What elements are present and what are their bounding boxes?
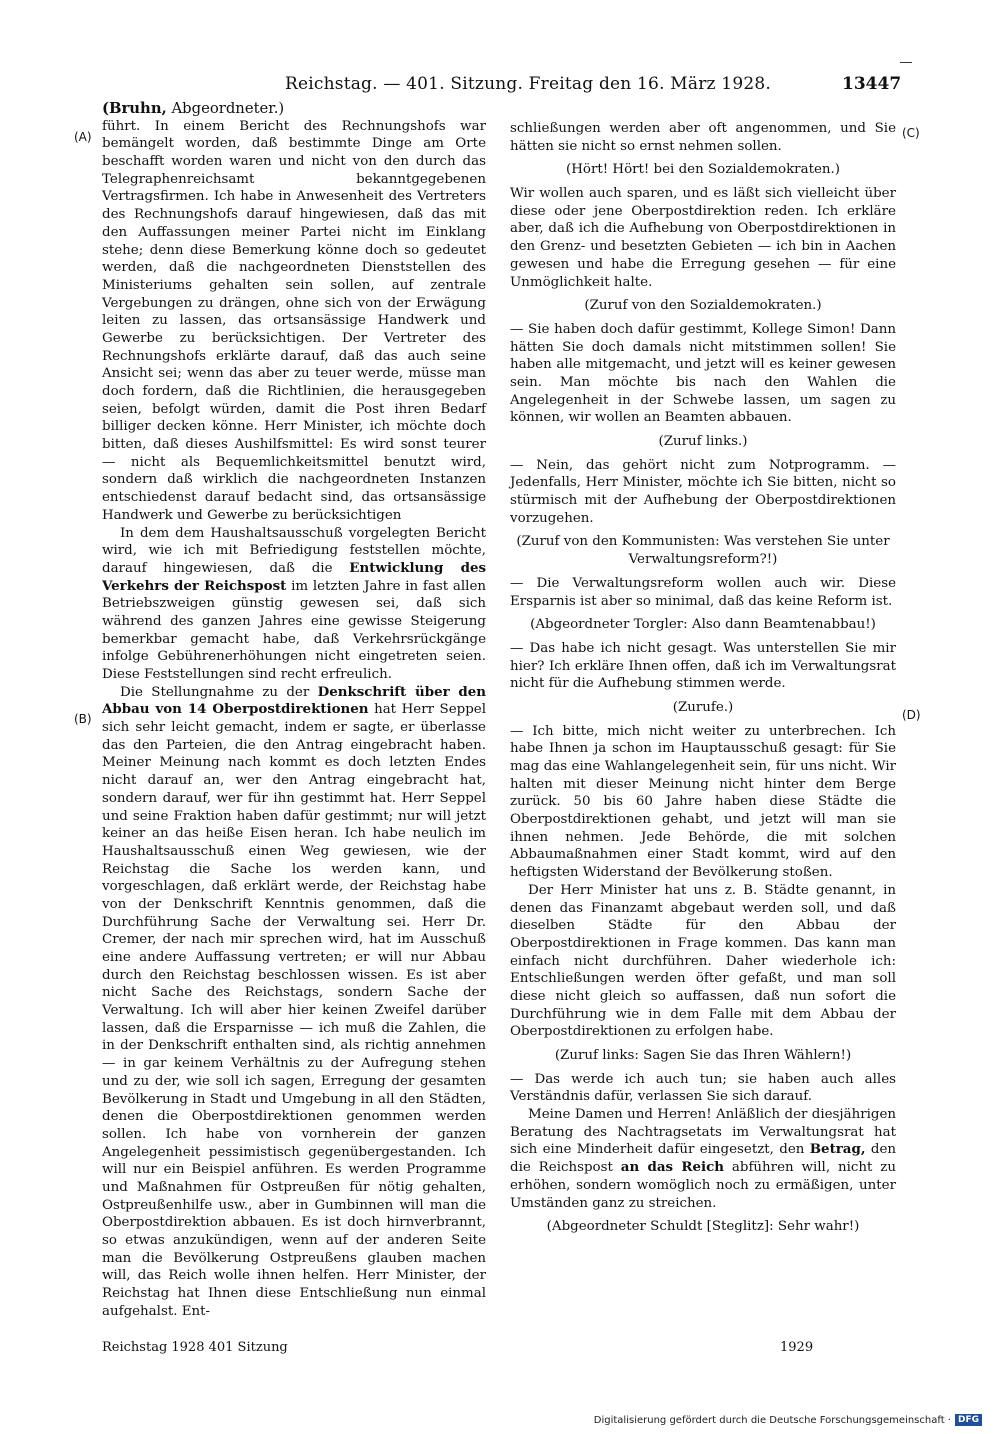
bold-run: Denkschrift über den Abbau von 14 Oberpostdirektionen <box>102 683 487 718</box>
speaker-name: (Bruhn, <box>102 100 167 117</box>
interjection: (Abgeordneter Torgler: Also dann Beamtenabbau!) <box>530 617 876 633</box>
interjection: (Zuruf links.) <box>658 434 748 449</box>
text-run: In dem dem Haushaltsausschuß vorgelegten Bericht wird, wie ich mit Befriedigung feststellen möchte, darauf hingewiesen, daß die <box>102 525 486 576</box>
paragraph: — Ich bitte, mich nicht weiter zu unterbrechen. Ich habe Ihnen ja schon im Hauptausschuß gesagt: für Sie mag das eine Wahlangelegenheit sein, für uns nicht. Wir halten mit dieser Meinung nicht hinter dem Berge zurück. 50 bis 60 Jahre haben diese Städte die Oberpostdirektionen gehabt, und jetzt will man sie ihnen nehmen. Jede Behörde, die mit solchen Abbaumaßnahmen einer Stadt kommt, wird auf den heftigsten Widerstand der Bevölkerung stoßen. <box>510 723 896 881</box>
paragraph: — Das werde ich auch tun; sie haben auch alles Verständnis dafür, verlassen Sie sich darauf. <box>510 1071 896 1105</box>
paragraph: — Nein, das gehört nicht zum Notprogramm. — Jedenfalls, Herr Minister, möchte ich Sie bitten, nicht so stürmisch mit der Aufhebung der Oberpostdirektionen vorzugehen. <box>510 457 896 526</box>
text-run: Meine Damen und Herren! Anläßlich der diesjährigen Beratung des Nachtragsetats im Verwaltungsrat hat sich eine Minderheit dafür eingesetzt, den <box>510 1107 896 1158</box>
bold-run: Betrag, <box>809 1141 866 1158</box>
dfg-credit-text: Digitalisierung gefördert durch die Deutsche Forschungsgemeinschaft · <box>593 1414 951 1426</box>
paragraph <box>102 525 486 684</box>
margin-marker-d: (D) <box>902 708 921 722</box>
paragraph: Der Herr Minister hat uns z. B. Städte genannt, in denen das Finanzamt abgebaut werden soll, und daß dieselben Städte für den Abbau der Oberpostdirektionen in Frage kommen. Das kann man einfach nicht durchführen. Daher wiederhole ich: Entschließungen werden öfter gefaßt, und man soll diese nicht gleich so auffassen, daß nun sofort die Durchführung wie in dem Falle mit dem Abbau der Oberpostdirektionen zu erfolgen habe. <box>510 882 896 1040</box>
footer-sheet-number: 1929 <box>780 1340 814 1355</box>
paragraph <box>510 1106 896 1212</box>
margin-marker-a: (A) <box>74 130 92 144</box>
bold-run: Entwicklung des Verkehrs der Reichspost <box>102 559 486 594</box>
interjection: (Abgeordneter Schuldt [Steglitz]: Sehr wahr!) <box>546 1219 860 1235</box>
left-column <box>102 100 486 1320</box>
speaker-line <box>102 100 486 118</box>
text-run: Die Stellungnahme zu der <box>120 684 318 700</box>
paragraph: — Sie haben doch dafür gestimmt, Kollege Simon! Dann hätten Sie doch damals nicht mitstimmen sollen! Sie haben alle mitgemacht, und jetzt will es keiner gewesen sein. Man möchte bis nach den Wahlen die Angelegenheit in der Schwebe lassen, um sagen zu können, wir wollen an Beamten abbauen. <box>510 321 896 426</box>
page-number: 13447 <box>842 74 902 94</box>
paragraph: — Das habe ich nicht gesagt. Was unterstellen Sie mir hier? Ich erkläre Ihnen offen, daß ich im Verwaltungsrat nicht für die Aufhebung stimmen werde. <box>510 640 896 692</box>
footer-signature: Reichstag 1928 401 Sitzung <box>102 1340 288 1355</box>
interjection: (Zurufe.) <box>672 699 734 715</box>
paragraph: — Die Verwaltungsreform wollen auch wir. Diese Ersparnis ist aber so minimal, daß das keine Reform ist. <box>510 575 896 609</box>
bold-run: an das Reich <box>620 1159 724 1176</box>
paragraph: schließungen werden aber oft angenommen, und Sie hätten sie nicht so ernst nehmen sollen. <box>510 121 896 154</box>
running-header: Reichstag. — 401. Sitzung. Freitag den 16. März 1928. <box>285 74 771 94</box>
text-run: abführen will, nicht zu erhöhen, sondern womöglich noch zu ermäßigen, unter Umständen ganz zu streichen. <box>510 1160 896 1211</box>
dfg-logo-icon: DFG <box>955 1414 982 1426</box>
paragraph: führt. In einem Bericht des Rechnungshofs war bemängelt worden, daß bestimmte Dinge am Orte beschafft worden waren und nicht von den durch das Telegraphenreichsamt bekanntgegebenen Vertragsfirmen. Ich habe in Anwesenheit des Vertreters des Rechnungshofs darauf hingewiesen, daß das mit den Auffassungen meiner Partei nicht im Einklang stehe; denn diese Bemerkung könne doch so gedeutet werden, daß die nachgeordneten Dienststellen des Ministeriums gehalten sein sollen, auf zentrale Vergebungen zu drängen, ohne sich von der Erwägung leiten zu lassen, das ortsansässige Handwerk und Gewerbe zu berücksichtigen. Der Vertreter des Rechnungshofs erklärte darauf, daß das auch seine Ansicht sei; wenn das aber zu teuer werde, müsse man doch fordern, daß die Richtlinien, die herausgegeben seien, befolgt würden, damit die Post ihren Bedarf billiger decken könne. Herr Minister, ich möchte doch bitten, daß dieses Aushilfsmittel: Es wird sonst teurer — nicht als Bequemlichkeitsmittel benutzt wird, sondern daß wirklich die nachgeordneten Instanzen entschiedenst darauf bedacht sind, das ortsansässige Handwerk und Gewerbe zu berücksichtigen <box>102 118 486 523</box>
paragraph <box>102 684 486 1321</box>
margin-marker-c: (C) <box>902 126 920 140</box>
interjection: (Hört! Hört! bei den Sozialdemokraten.) <box>566 162 840 178</box>
right-column <box>510 120 896 1242</box>
text-run: den die Reichspost <box>510 1142 896 1176</box>
paragraph: Wir wollen auch sparen, und es läßt sich vielleicht über diese oder jene Oberpostdirektion reden. Ich erkläre aber, daß ich die Aufhebung von Oberpostdirektionen in den Grenz- und besetzten Gebieten — ich bin in Aachen gewesen und habe die Erregung gesehen — für eine Unmöglichkeit halte. <box>510 186 896 290</box>
corner-tick <box>900 62 912 63</box>
text-run: hat Herr Seppel sich sehr leicht gemacht, indem er sagte, er überlasse das den Parteien, die den Antrag eingebracht haben. Meiner Meinung nach kommt es doch letzten Endes nicht darauf an, wer den Antrag eingebracht hat, sondern darauf, wer für ihn gestimmt hat. Herr Seppel und seine Fraktion haben dafür gestimmt; nur will jetzt keiner an das heiße Eisen heran. Ich habe neulich im Haushaltsausschuß einen Weg gewiesen, wie der Reichstag die Sache los werden kann, und vorgeschlagen, daß erklärt werde, der Reichstag habe von der Denkschrift Kenntnis genommen, daß die Durchführung Sache der Verwaltung sei. Herr Dr. Cremer, der nach mir sprechen wird, hat im Ausschuß eine andere Auffassung vertreten; er will nur Abbau durch den Reichstag beschlossen wissen. Es ist aber nicht Sache des Reichstags, sondern Sache der Verwaltung. Ich will aber hier keinen Zweifel darüber lassen, daß die Ersparnisse — ich muß die Zahlen, die in der Denkschrift enthalten sind, als richtig annehmen — in gar keinem Verhältnis zu der Aufregung stehen und zu der, wie soll ich sagen, Erregung der gesamten Bevölkerung in Stadt und Umgebung in all den Städten, denen die Oberpostdirektionen genommen werden sollen. Ich habe von vornherein der ganzen Angelegenheit pessimistisch gegenübergestanden. Ich will nur ein Beispiel anführen. Es werden Programme und Maßnahmen für Ostpreußen für nötig gehalten, Ostpreußenhilfe usw., aber in Gumbinnen will man die Oberpostdirektion abbauen. Es ist doch hirnverbrannt, so etwas anzukündigen, wenn auf der anderen Seite man die Bevölkerung Ostpreußens glauben machen will, das Reich wolle ihnen helfen. Herr Minister, der Reichstag hat Ihnen diese Entschließung nun einmal aufgehalst. Ent- <box>102 702 486 1319</box>
margin-marker-b: (B) <box>74 712 92 726</box>
interjection: (Zuruf links: Sagen Sie das Ihren Wählern!) <box>554 1048 852 1063</box>
text-run: im letzten Jahre in fast allen Betriebszweigen günstig gewesen sei, daß sich während des ganzen Jahres eine gewisse Steigerung bemerkbar gemacht habe, daß Verkehrsrückgänge infolge Gebührenerhöhungen nicht eingetreten seien. Diese Feststellungen sind recht erfreulich. <box>102 578 486 682</box>
interjection: (Zuruf von den Sozialdemokraten.) <box>584 298 822 314</box>
dfg-credit <box>594 1414 982 1426</box>
interjection: (Zuruf von den Kommunisten: Was verstehen Sie unter Verwaltungsreform?!) <box>516 534 890 568</box>
speaker-role: Abgeordneter.) <box>171 100 285 117</box>
